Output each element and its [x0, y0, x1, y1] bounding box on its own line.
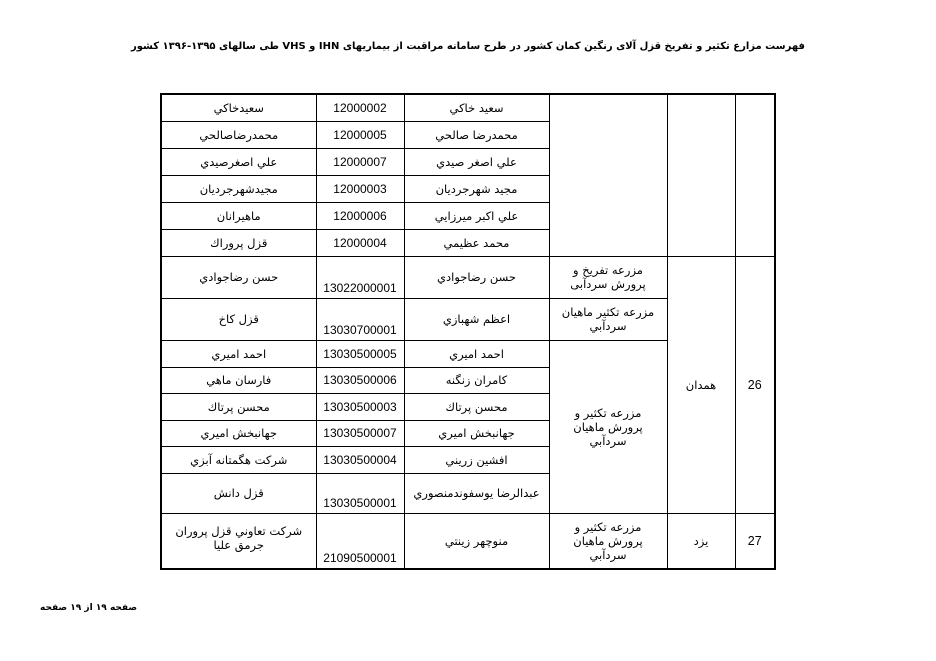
farm-code-cell: 13030500005 [316, 340, 404, 367]
farm-name-cell: حسن رضاجوادي [161, 256, 316, 298]
farm-code-cell: 13030500003 [316, 393, 404, 420]
farm-name-cell: محمدرضاصالحي [161, 121, 316, 148]
owner-name-cell: سعيد خاكي [404, 94, 549, 121]
farm-code-cell: 12000007 [316, 148, 404, 175]
farm-name-cell: علي اصغرصيدي [161, 148, 316, 175]
farm-name-cell: ماهيرانان [161, 202, 316, 229]
farm-name-cell: جهانبخش اميري [161, 420, 316, 446]
farm-code-cell: 13030500001 [316, 473, 404, 513]
farm-name-cell: مجيدشهرجرديان [161, 175, 316, 202]
farm-type-cell: مزرعه تكثير و پرورش ماهيان سردآبي [549, 513, 667, 569]
owner-name-cell: عبدالرضا يوسفوندمنصوري [404, 473, 549, 513]
farm-code-cell: 12000002 [316, 94, 404, 121]
farm-code-cell: 12000005 [316, 121, 404, 148]
farm-name-cell: قزل پروراك [161, 229, 316, 256]
farm-code-cell: 12000003 [316, 175, 404, 202]
farm-code-cell: 13030500004 [316, 446, 404, 473]
owner-name-cell: حسن رضاجوادي [404, 256, 549, 298]
owner-name-cell: مجيد شهرجرديان [404, 175, 549, 202]
table-row [161, 256, 775, 298]
farm-code-cell: 12000004 [316, 229, 404, 256]
owner-name-cell: افشين زريني [404, 446, 549, 473]
farm-type-cell [549, 94, 667, 256]
farm-name-cell: شركت تعاوني قزل پروران جرمق عليا [161, 513, 316, 569]
farm-name-cell: قزل دانش [161, 473, 316, 513]
farms-table [160, 93, 776, 570]
farm-code-cell: 13030500007 [316, 420, 404, 446]
farm-type-cell: مزرعه تفریخ و پرورش سردآبی [549, 256, 667, 298]
owner-name-cell: احمد اميري [404, 340, 549, 367]
province-cell: همدان [667, 256, 735, 513]
farm-name-cell: قزل كاخ [161, 298, 316, 340]
farm-code-cell: 13022000001 [316, 256, 404, 298]
farm-type-cell: مزرعه تكثير و پرورش ماهيان سردآبي [549, 340, 667, 513]
row-number-cell: 26 [735, 256, 775, 513]
table-row [161, 513, 775, 569]
owner-name-cell: اعظم شهبازي [404, 298, 549, 340]
owner-name-cell: علي اصغر صيدي [404, 148, 549, 175]
owner-name-cell: منوچهر زينتي [404, 513, 549, 569]
province-cell: يزد [667, 513, 735, 569]
owner-name-cell: جهانبخش اميري [404, 420, 549, 446]
farm-code-cell: 21090500001 [316, 513, 404, 569]
farm-name-cell: احمد اميري [161, 340, 316, 367]
owner-name-cell: كامران زنگنه [404, 367, 549, 393]
farm-name-cell: شركت هگمتانه آبزي [161, 446, 316, 473]
farm-code-cell: 13030700001 [316, 298, 404, 340]
owner-name-cell: محمد عظيمي [404, 229, 549, 256]
owner-name-cell: محسن پرتاك [404, 393, 549, 420]
farm-name-cell: محسن پرتاك [161, 393, 316, 420]
row-number-cell [735, 94, 775, 256]
table-row [161, 94, 775, 121]
page-footer: صفحه ۱۹ از ۱۹ صفحه [40, 603, 138, 613]
farm-name-cell: فارسان ماهي [161, 367, 316, 393]
farm-code-cell: 12000006 [316, 202, 404, 229]
farm-type-cell: مزرعه تكثير ماهيان سردآبي [549, 298, 667, 340]
owner-name-cell: محمدرضا صالحي [404, 121, 549, 148]
farm-code-cell: 13030500006 [316, 367, 404, 393]
row-number-cell: 27 [735, 513, 775, 569]
owner-name-cell: علي اكبر ميرزايي [404, 202, 549, 229]
page-title: فهرست مزارع تکثیر و تفریخ قزل آلای رنگین کمان کشور در طرح سامانه مراقبت از بیماریهای IHN و VHS طی سالهای ۱۳۹۵-۱۳۹۶ کشور [131, 41, 805, 52]
province-cell [667, 94, 735, 256]
farm-name-cell: سعيدخاكي [161, 94, 316, 121]
